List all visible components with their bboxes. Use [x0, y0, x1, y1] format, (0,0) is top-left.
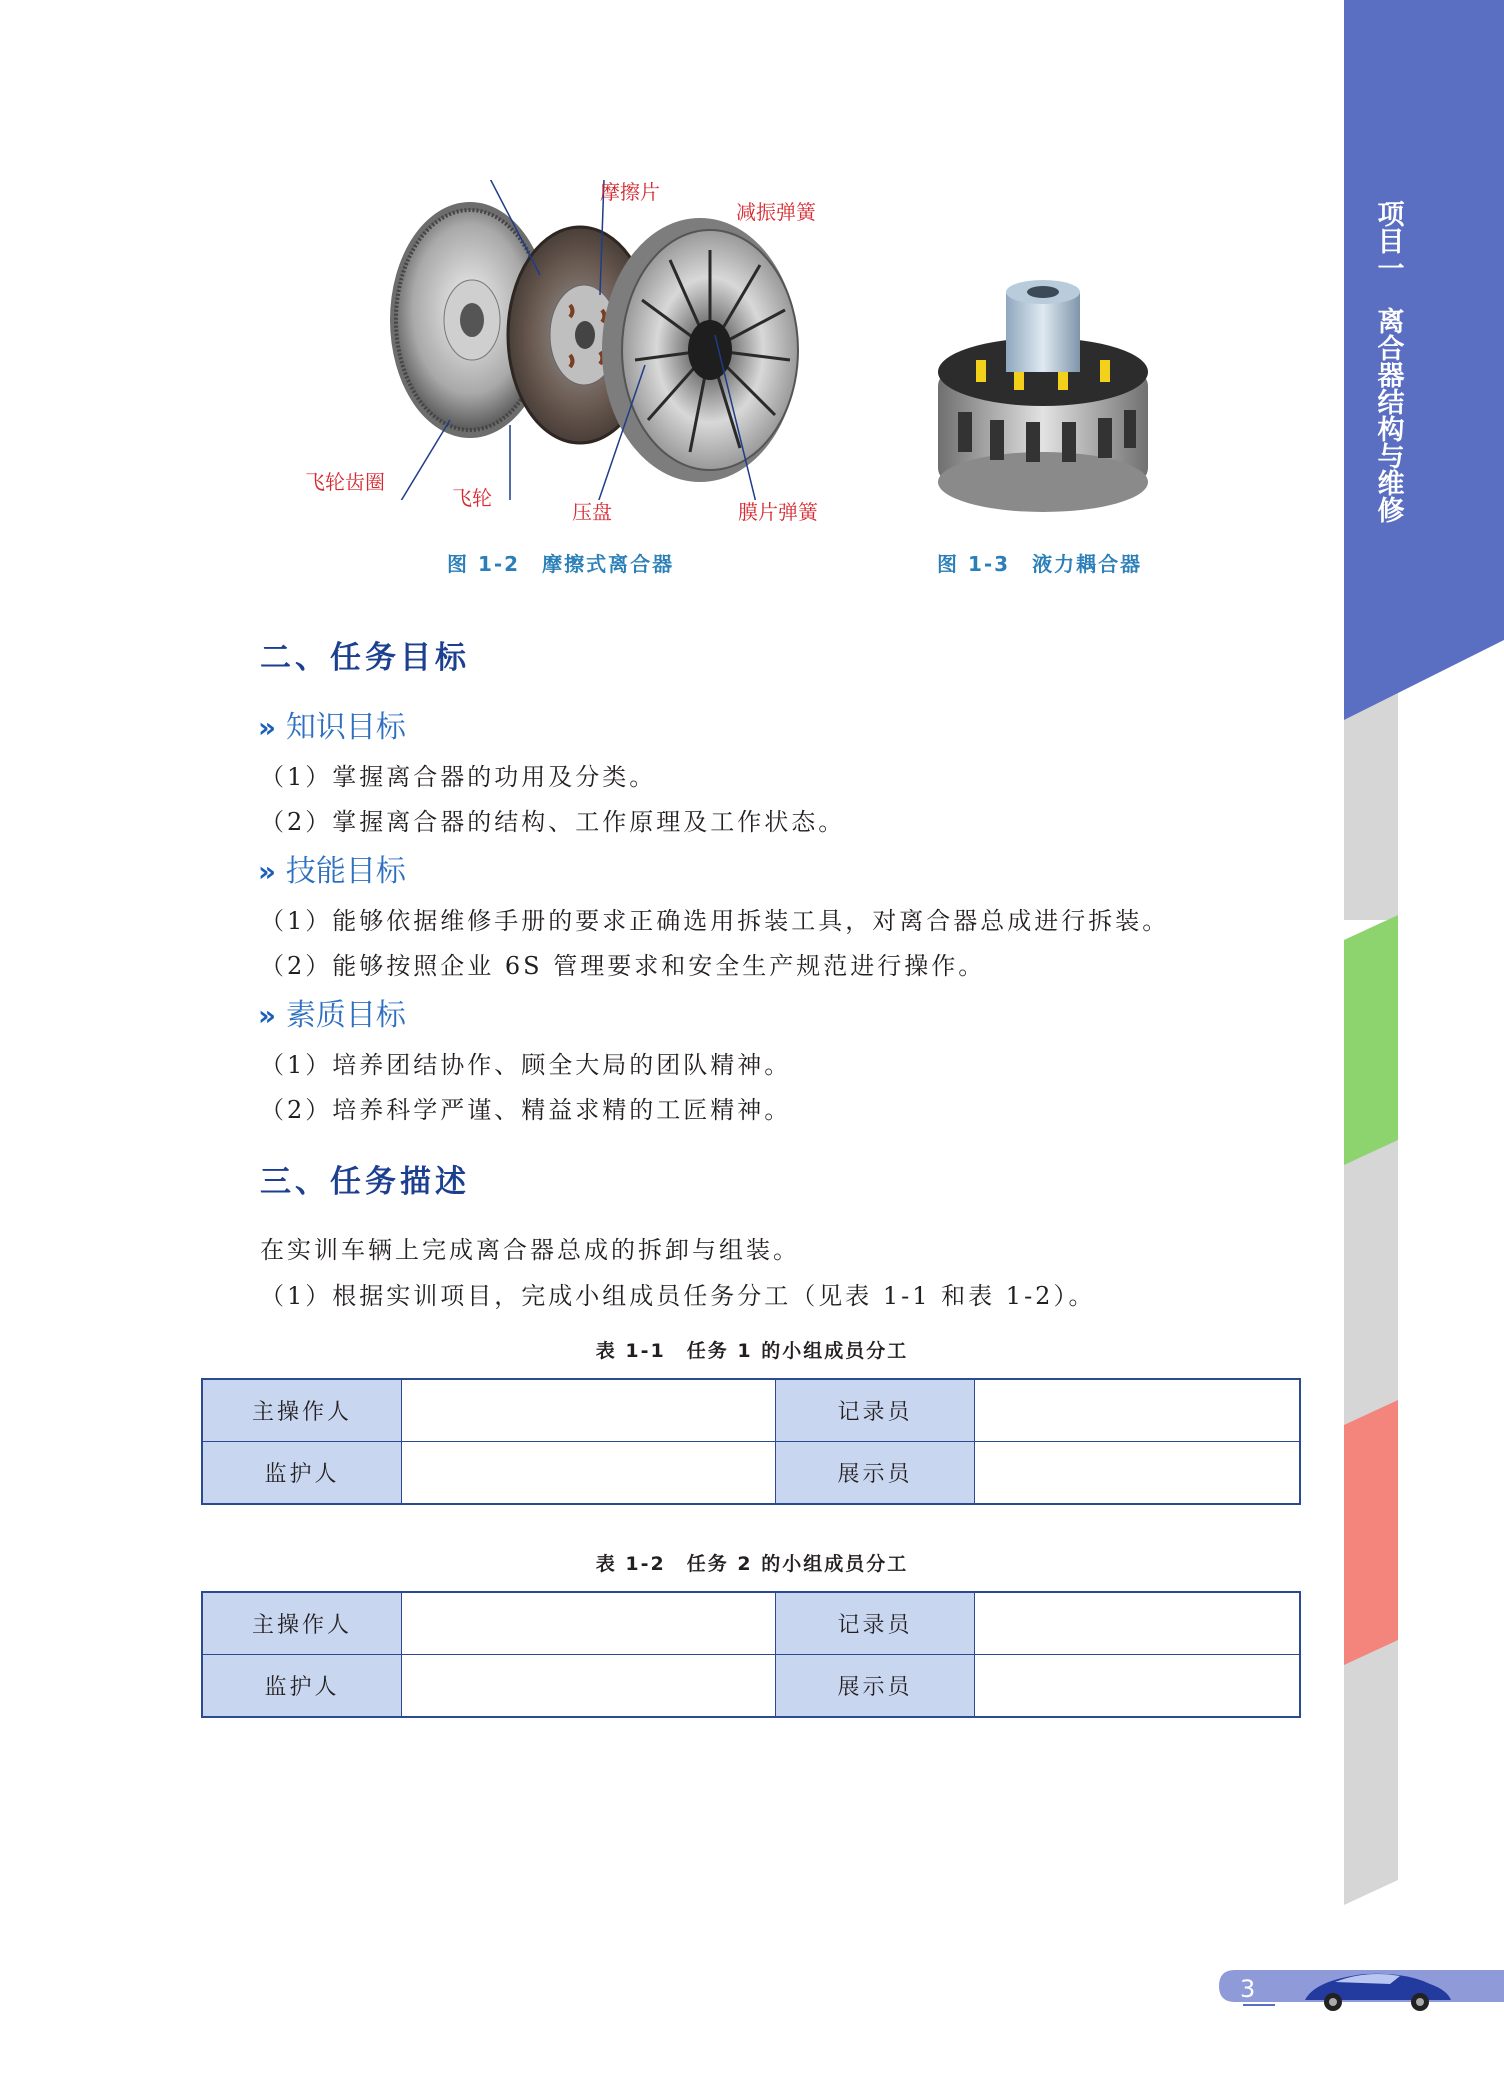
side-tab-title — [1368, 200, 1408, 523]
fluid-coupling-image — [918, 272, 1168, 522]
table-1-1 — [201, 1378, 1301, 1505]
table-cell-label: 监护人 — [202, 1442, 402, 1505]
table-cell-input[interactable] — [402, 1379, 776, 1442]
table-cell-label: 监护人 — [202, 1655, 402, 1718]
table-cell-input[interactable] — [975, 1655, 1301, 1718]
table-cell-label: 记录员 — [776, 1379, 975, 1442]
table-row — [202, 1379, 1300, 1442]
table-cell-label: 记录员 — [776, 1592, 975, 1655]
table-cell-label: 主操作人 — [202, 1592, 402, 1655]
section-3-heading: 三、任务描述 — [260, 1164, 470, 1200]
section-2-heading: 二、任务目标 — [260, 640, 470, 676]
label-pressure-plate: 压盘 — [572, 500, 612, 524]
quality-goal-1: （1）培养团结协作、顾全大局的团队精神。 — [260, 1051, 792, 1079]
skill-goal-2: （2）能够按照企业 6S 管理要求和安全生产规范进行操作。 — [260, 952, 986, 980]
skill-goal-1: （1）能够依据维修手册的要求正确选用拆装工具，对离合器总成进行拆装。 — [260, 907, 1170, 935]
quality-goals-title: 素质目标 — [285, 998, 406, 1033]
label-ring-gear: 飞轮齿圈 — [305, 470, 385, 494]
side-title-project: 项目一 — [1372, 200, 1404, 281]
page-footer-bar — [1215, 1962, 1504, 2022]
table-cell-input[interactable] — [975, 1592, 1301, 1655]
table-cell-label: 主操作人 — [202, 1379, 402, 1442]
table-row — [202, 1592, 1300, 1655]
knowledge-goal-1: （1）掌握离合器的功用及分类。 — [260, 763, 657, 791]
table-cell-input[interactable] — [402, 1442, 776, 1505]
side-title-topic: 离合器结构与维修 — [1372, 307, 1404, 523]
quality-goal-2: （2）培养科学严谨、精益求精的工匠精神。 — [260, 1096, 792, 1124]
table-cell-input[interactable] — [402, 1655, 776, 1718]
side-tab-red — [1344, 1400, 1398, 1665]
label-friction-disc: 摩擦片 — [600, 180, 660, 204]
table-cell-input[interactable] — [975, 1379, 1301, 1442]
label-damper-spring: 减振弹簧 — [736, 200, 816, 224]
table-cell-input[interactable] — [975, 1442, 1301, 1505]
chevron-right-icon: ›› — [258, 855, 276, 888]
knowledge-goal-2: （2）掌握离合器的结构、工作原理及工作状态。 — [260, 808, 846, 836]
table-row — [202, 1655, 1300, 1718]
side-tab-gray-3 — [1344, 1640, 1398, 1905]
skill-goals-title: 技能目标 — [285, 854, 406, 889]
task-description: 在实训车辆上完成离合器总成的拆卸与组装。 — [260, 1236, 800, 1264]
table-cell-label: 展示员 — [776, 1442, 975, 1505]
table-1-2 — [201, 1591, 1301, 1718]
table-1-2-caption: 表 1-2 任务 2 的小组成员分工 — [595, 1553, 909, 1575]
page-number: 3 — [1240, 1975, 1256, 2003]
side-tabs — [1340, 0, 1504, 1920]
skill-goals-heading — [258, 846, 406, 890]
side-tab-gray-2 — [1344, 1140, 1398, 1430]
figure-1-3-caption: 图 1-3 液力耦合器 — [937, 552, 1143, 576]
chevron-right-icon: ›› — [258, 711, 276, 744]
quality-goals-heading — [258, 990, 406, 1034]
label-flywheel: 飞轮 — [452, 486, 492, 510]
knowledge-goals-title: 知识目标 — [285, 710, 406, 745]
figure-1-2-caption: 图 1-2 摩擦式离合器 — [447, 552, 675, 576]
table-row — [202, 1442, 1300, 1505]
chevron-right-icon: ›› — [258, 999, 276, 1032]
knowledge-goals-heading — [258, 702, 406, 746]
task-division-instruction: （1）根据实训项目，完成小组成员任务分工（见表 1-1 和表 1-2）。 — [260, 1282, 1096, 1310]
friction-clutch-image — [380, 180, 820, 500]
side-tab-green — [1344, 915, 1398, 1165]
table-cell-label: 展示员 — [776, 1655, 975, 1718]
table-1-1-caption: 表 1-1 任务 1 的小组成员分工 — [595, 1340, 909, 1362]
table-cell-input[interactable] — [402, 1592, 776, 1655]
label-diaphragm-spring: 膜片弹簧 — [738, 500, 818, 524]
